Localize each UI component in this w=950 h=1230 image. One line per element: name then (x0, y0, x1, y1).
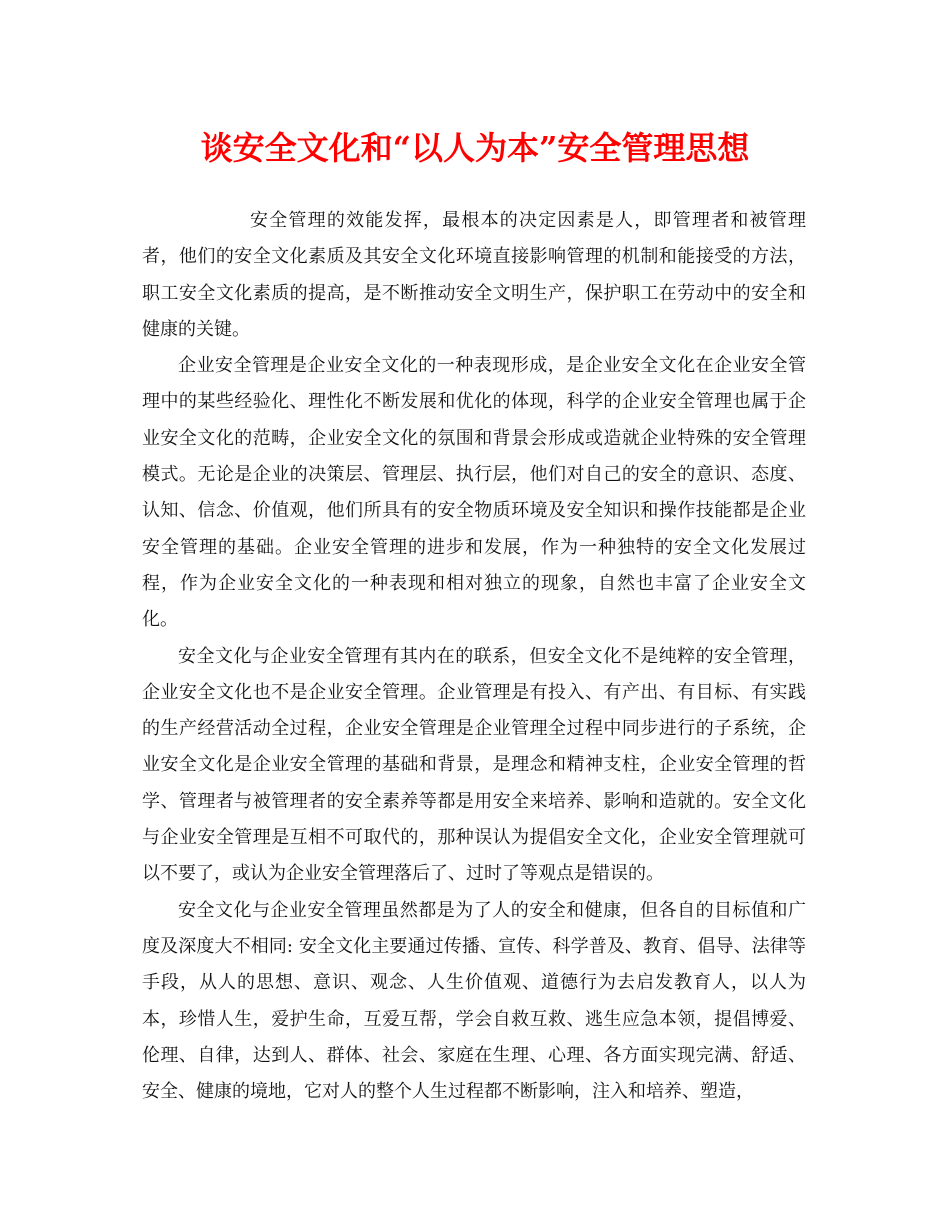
paragraph-4: 安全文化与企业安全管理虽然都是为了人的安全和健康，但各自的目标值和广度及深度大不相同: 安全文化主要通过传播、宣传、科学普及、教育、倡导、法律等手段，从人的思想、意识、观念、人生价值观、道德行为去启发教育人，以人为本，珍惜人生，爱护生命，互爱互帮，学会自救互救、逃生应急本领，提倡博爱、伦理、自律，达到人、群体、社会、家庭在生理、心理、各方面实现完满、舒适、安全、健康的境地，它对人的整个人生过程都不断影响，注入和培养、塑造， (142, 899, 806, 1103)
document-title: 谈安全文化和“以人为本”安全管理思想 (200, 129, 750, 167)
paragraph-3: 安全文化与企业安全管理有其内在的联系，但安全文化不是纯粹的安全管理，企业安全文化也不是企业安全管理。企业管理是有投入、有产出、有目标、有实践的生产经营活动全过程，企业安全管理是企业管理全过程中同步进行的子系统，企业安全文化是企业安全管理的基础和背景，是理念和精神支柱，企业安全管理的哲学、管理者与被管理者的安全素养等都是用安全来培养、影响和造就的。安全文化与企业安全管理是互相不可取代的，那种误认为提倡安全文化，企业安全管理就可以不要了，或认为企业安全管理落后了、过时了等观点是错误的。 (142, 645, 806, 885)
paragraph-2: 企业安全管理是企业安全文化的一种表现形成，是企业安全文化在企业安全管理中的某些经验化、理性化不断发展和优化的体现，科学的企业安全管理也属于企业安全文化的范畴，企业安全文化的氛围和背景会形成或造就企业特殊的安全管理模式。无论是企业的决策层、管理层、执行层，他们对自己的安全的意识、态度、认知、信念、价值观，他们所具有的安全物质环境及安全知识和操作技能都是企业安全管理的基础。企业安全管理的进步和发展，作为一种独特的安全文化发展过程，作为企业安全文化的一种表现和相对独立的现象，自然也丰富了企业安全文化。 (142, 355, 806, 631)
paragraph-1: 安全管理的效能发挥，最根本的决定因素是人，即管理者和被管理者，他们的安全文化素质及其安全文化环境直接影响管理的机制和能接受的方法，职工安全文化素质的提高，是不断推动安全文明生产，保护职工在劳动中的安全和健康的关键。 (142, 210, 806, 340)
document-body (142, 203, 806, 1110)
